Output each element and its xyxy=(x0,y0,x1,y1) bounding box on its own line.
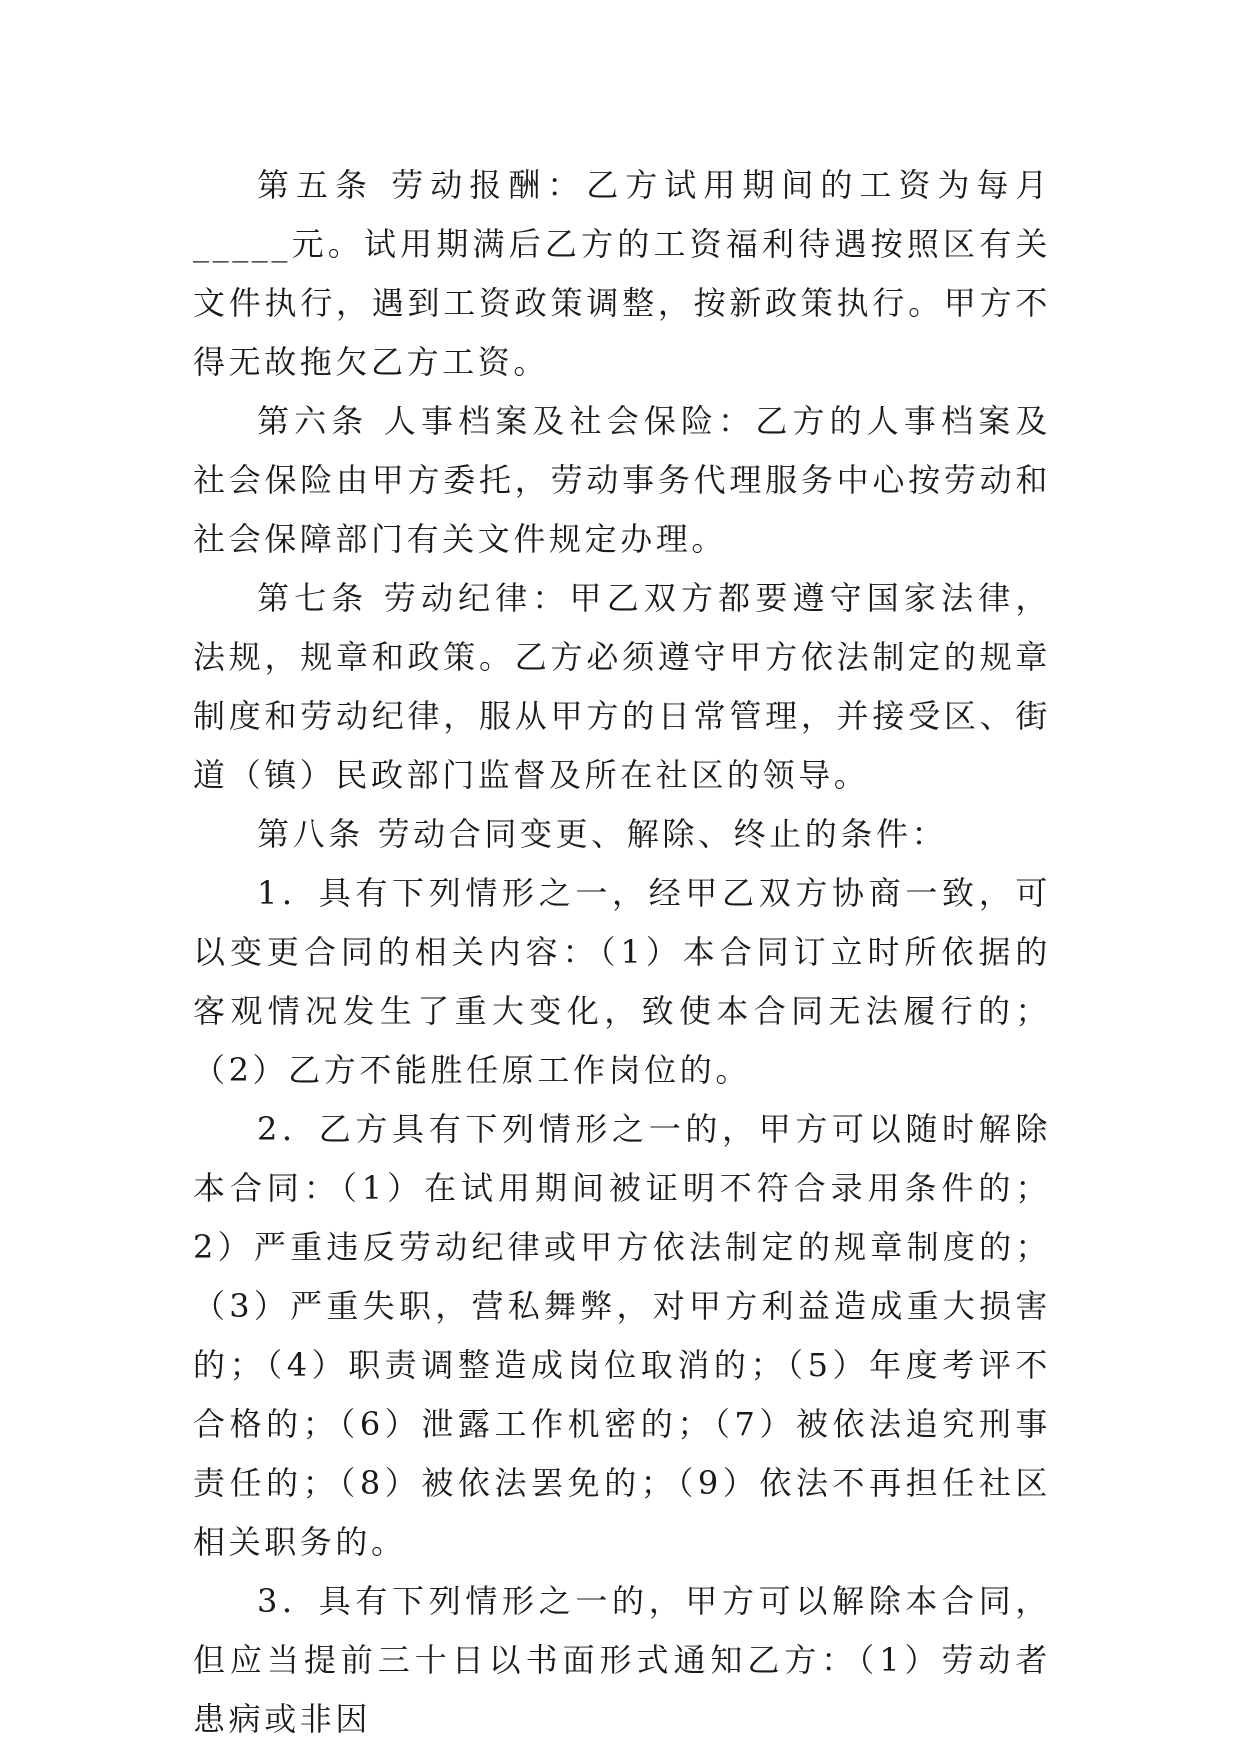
paragraph-article-8-heading: 第八条 劳动合同变更、解除、终止的条件： xyxy=(257,815,948,853)
paragraph-clause-1: 1．具有下列情形之一，经甲乙双方协商一致，可以变更合同的相关内容：（1）本合同订立时所依据的客观情况发生了重大变化，致使本合同无法履行的；（2）乙方不能胜任原工作岗位的。 xyxy=(193,874,1051,1089)
document-body xyxy=(193,156,1051,1749)
paragraph-article-6: 第六条 人事档案及社会保险：乙方的人事档案及社会保险由甲方委托，劳动事务代理服务中心按劳动和社会保障部门有关文件规定办理。 xyxy=(193,402,1051,558)
paragraph-article-5: 第五条 劳动报酬：乙方试用期间的工资为每月_____元。试用期满后乙方的工资福利待遇按照区有关文件执行，遇到工资政策调整，按新政策执行。甲方不得无故拖欠乙方工资。 xyxy=(193,166,1051,381)
paragraph-clause-3: 3．具有下列情形之一的，甲方可以解除本合同，但应当提前三十日以书面形式通知乙方：（1）劳动者患病或非因 xyxy=(193,1582,1051,1738)
paragraph-clause-2: 2．乙方具有下列情形之一的，甲方可以随时解除本合同：（1）在试用期间被证明不符合录用条件的；2）严重违反劳动纪律或甲方依法制定的规章制度的；（3）严重失职，营私舞弊，对甲方利益造成重大损害的；（4）职责调整造成岗位取消的；（5）年度考评不合格的；（6）泄露工作机密的；（7）被依法追究刑事责任的；（8）被依法罢免的；（9）依法不再担任社区相关职务的。 xyxy=(193,1110,1051,1561)
paragraph-article-7: 第七条 劳动纪律：甲乙双方都要遵守国家法律，法规，规章和政策。乙方必须遵守甲方依法制定的规章制度和劳动纪律，服从甲方的日常管理，并接受区、街道（镇）民政部门监督及所在社区的领导。 xyxy=(193,579,1051,794)
